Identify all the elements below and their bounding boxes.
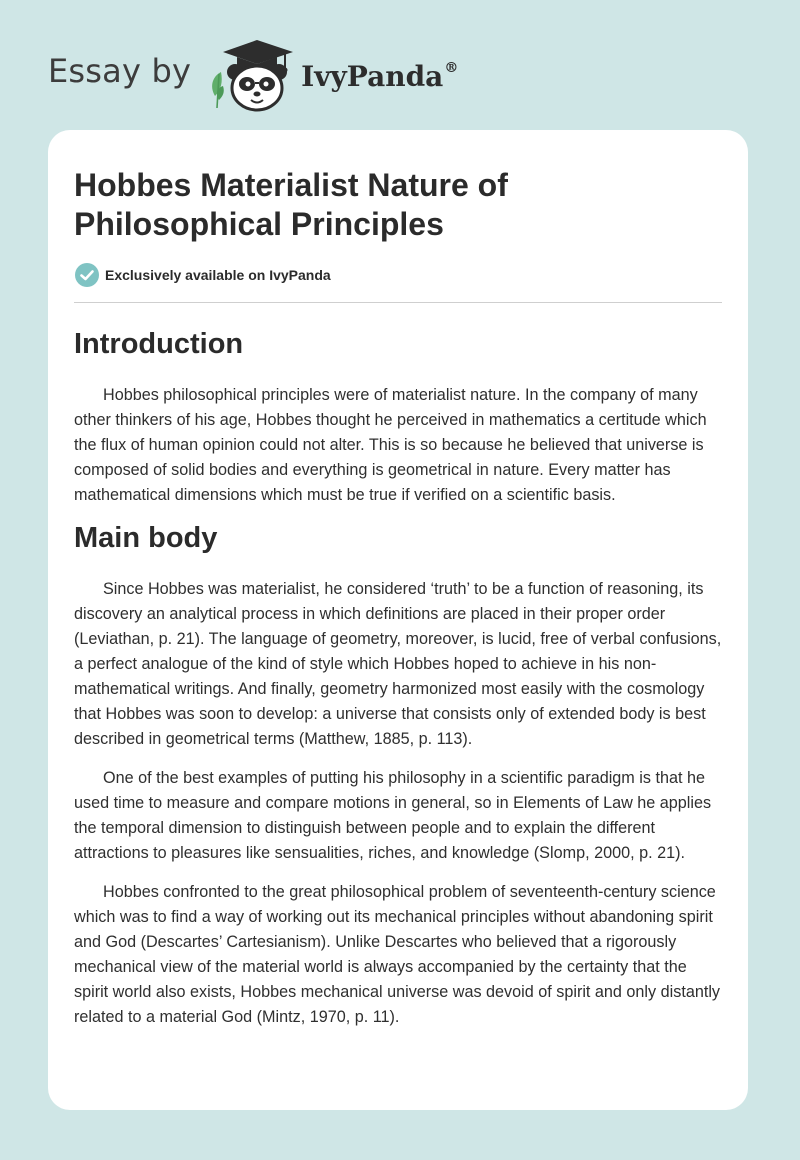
essay-card xyxy=(48,130,748,1110)
section-heading: Main body xyxy=(74,522,218,554)
divider xyxy=(74,302,722,303)
brand-name[interactable]: IvyPanda® xyxy=(301,59,459,93)
brand-header xyxy=(48,34,458,114)
exclusive-badge xyxy=(74,262,722,288)
paragraph: Since Hobbes was materialist, he considered ‘truth’ to be a function of reasoning, its discovery an analytical process in which definitions are placed in their proper order (Leviathan, p. 21). The language of geometry, moreover, is lucid, free of verbal confusions, a perfect analogue of the kind of style which Hobbes hoped to achieve in his non-mathematical writings. And finally, geometry harmonized most easily with the cosmology that Hobbes was soon to develop: a universe that consists only of extended body is best described in geometrical terms (Matthew, 1885, p. 113). xyxy=(74,580,722,748)
panda-graduate-icon[interactable] xyxy=(205,34,297,114)
check-circle-icon xyxy=(74,262,100,288)
paragraph: One of the best examples of putting his philosophy in a scientific paradigm is that he used time to measure and compare motions in general, so in Elements of Law he applies the temporal dimension to distinguish between people and to explain the different attractions to pleasures like sensualities, riches, and knowledge (Slomp, 2000, p. 21). xyxy=(74,769,712,862)
section-heading: Introduction xyxy=(74,328,244,360)
paragraph: Hobbes confronted to the great philosophical problem of seventeenth-century science which was to find a way of working out its mechanical principles without abandoning spirit and God (Descartes’ Cartesianism). Unlike Descartes who believed that a rigorously mechanical view of the material world is always accompanied by the certainty that the spirit world also exists, Hobbes mechanical universe was devoid of spirit and only distantly related to a material God (Mintz, 1970, p. 11). xyxy=(74,883,721,1026)
exclusive-text: Exclusively available on IvyPanda xyxy=(105,267,331,283)
brand-prefix: Essay by xyxy=(48,52,192,90)
essay-title: Hobbes Materialist Nature of Philosophical Principles xyxy=(74,167,508,242)
paragraph: Hobbes philosophical principles were of materialist nature. In the company of many other thinkers of his age, Hobbes thought he perceived in mathematics a certitude which the flux of human opinion could not alter. This is so because he believed that universe is composed of solid bodies and everything is geometrical in nature. Every matter has mathematical dimensions which must be true if verified on a scientific basis. xyxy=(74,386,707,504)
section-main-body xyxy=(74,520,722,1030)
section-introduction xyxy=(74,326,722,508)
